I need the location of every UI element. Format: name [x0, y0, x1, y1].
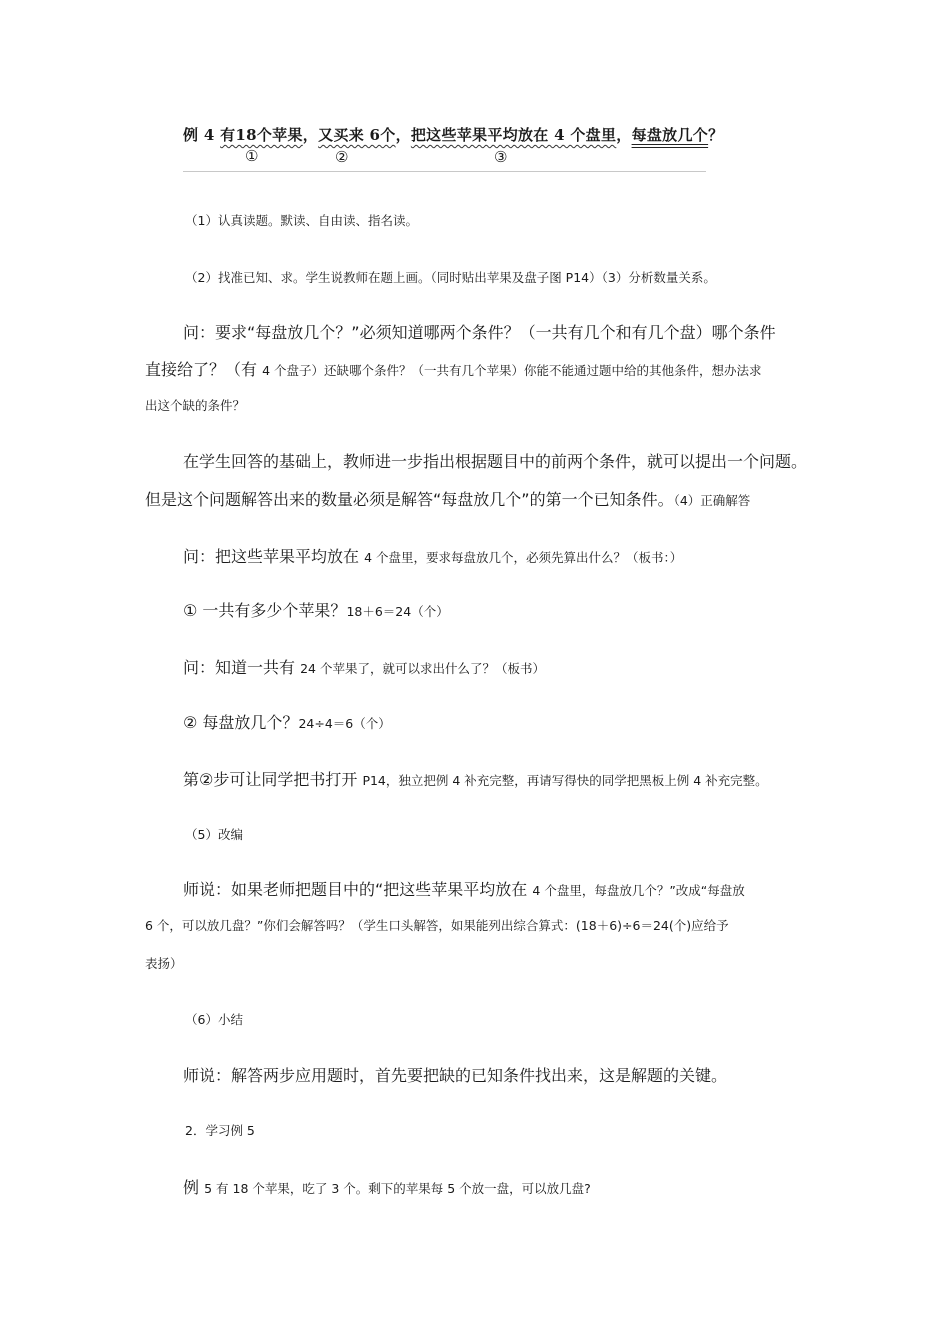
step-2-text: （2）找准已知、求。学生说教师在题上画。（同时贴出苹果及盘子图 P14）（3）分析数量关系。	[185, 270, 716, 285]
condition-3: 把这些苹果平均放在 4 个盘里	[410, 126, 617, 144]
question-mark: ？	[708, 126, 724, 144]
step-1-text: （1）认真读题。默读、自由读、指名读。	[185, 213, 418, 228]
text-segment: 问：把这些苹果平均放在	[183, 547, 365, 566]
step-5-heading: （5）改编	[185, 827, 243, 842]
text-segment: 师说：如果老师把题目中的“把这些苹果平均放在	[183, 880, 533, 899]
question-line	[183, 544, 682, 567]
adaptation-line-2	[145, 915, 729, 934]
separator: ，	[395, 126, 411, 144]
example-5-line	[183, 1175, 591, 1198]
condition-2: 又买来 6个	[318, 126, 396, 144]
marker-3: ③	[494, 148, 508, 166]
question-paragraph-line-2	[145, 357, 762, 380]
adaptation-line-3: 表扬）	[145, 956, 183, 971]
text-segment: 4 个盘里，每盘放几个？”改成“每盘放	[532, 883, 745, 898]
question-paragraph-line-1: 问：要求“每盘放几个？”必须知道哪两个条件？（一共有几个和有几个盘）哪个条件	[183, 323, 776, 342]
instruction-line	[183, 767, 768, 790]
question-paragraph-line-3: 出这个缺的条件？	[145, 398, 246, 413]
question-line-2	[183, 655, 545, 678]
teacher-paragraph-line-1: 在学生回答的基础上，教师进一步指出根据题目中的前两个条件，就可以提出一个问题。	[183, 452, 808, 471]
text-segment: 直接给了？（有	[145, 360, 263, 379]
question-text: 每盘放几个	[631, 126, 709, 144]
example-4-problem	[183, 124, 723, 145]
step-2-equation	[183, 710, 391, 733]
text-segment: 问：知道一共有	[183, 658, 301, 677]
text-segment: （4）正确解答	[673, 493, 751, 508]
text-segment: 第②步可让同学把书打开	[183, 770, 363, 789]
summary-line: 师说：解答两步应用题时，首先要把缺的已知条件找出来，这是解题的关键。	[183, 1066, 728, 1085]
text-segment: 6 个，可以放几盘？”你们会解答吗？	[145, 918, 351, 933]
teacher-paragraph-line-2	[145, 487, 750, 510]
figure-divider	[183, 171, 706, 172]
separator: ，	[302, 126, 319, 144]
text-segment: ② 每盘放几个？	[183, 713, 299, 732]
adaptation-line-1	[183, 877, 745, 900]
text-segment: 18＋6＝24（个）	[346, 604, 449, 619]
text-segment: P14，独立把例 4 补充完整，再请写得快的同学把黑板上例 4 补充完整。	[362, 773, 768, 788]
text-segment: （学生口头解答，如果能列出综合算式：(18＋6)÷6＝24(个)应给予	[350, 918, 729, 933]
text-segment: 但是这个问题解答出来的数量必须是解答“每盘放几个”的第一个已知条件。	[145, 490, 674, 509]
marker-2: ②	[335, 148, 349, 166]
condition-1: 有18个苹果	[220, 126, 303, 144]
separator: ，	[616, 126, 632, 144]
text-segment: 5 有 18 个苹果，吃了 3 个。剩下的苹果每 5 个放一盘，可以放几盘?	[204, 1181, 591, 1196]
example-label: 例 4	[183, 126, 221, 144]
text-segment: 24÷4＝6（个）	[298, 716, 391, 731]
text-segment: 例	[183, 1178, 205, 1197]
text-segment: 24 个苹果了，就可以求出什么了？（板书）	[300, 661, 545, 676]
text-segment: 4 个盘里，要求每盘放几个，必须先算出什么？（板书：）	[364, 550, 683, 565]
step-6-heading: （6）小结	[185, 1012, 243, 1027]
text-segment: 4 个盘子）还缺哪个条件？（一共有几个苹果）你能不能通过题中给的其他条件，想办法求	[262, 363, 762, 378]
marker-1: ①	[245, 147, 259, 165]
step-1-equation	[183, 598, 449, 621]
section-2-heading: 2．学习例 5	[185, 1123, 255, 1138]
text-segment: ① 一共有多少个苹果？	[183, 601, 347, 620]
